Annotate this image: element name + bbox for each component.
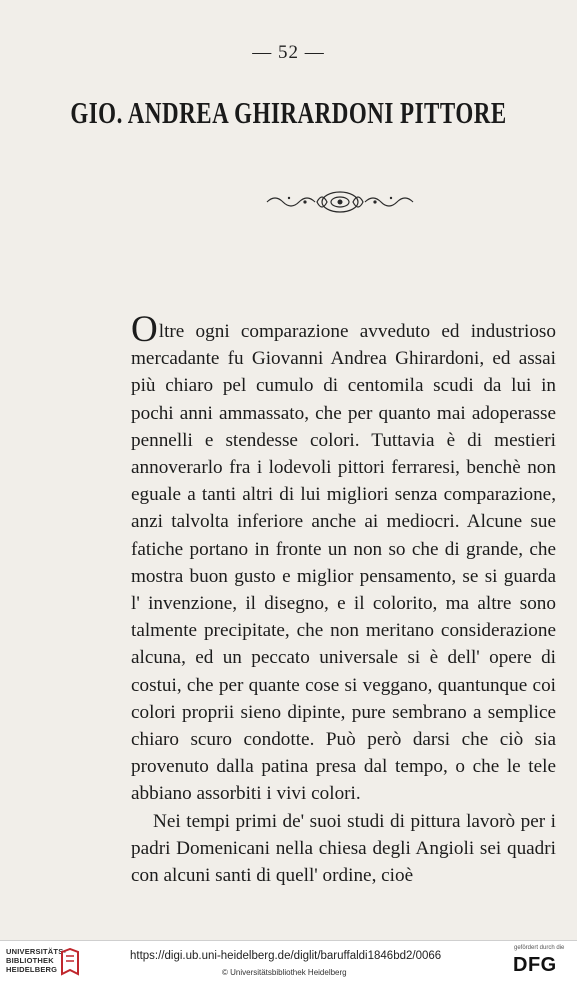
library-name-line-2: BIBLIOTHEK (6, 956, 54, 965)
drop-cap: O (131, 309, 158, 350)
floral-ornament-icon (265, 188, 415, 216)
library-name-line-1: UNIVERSITÄTS- (6, 947, 67, 956)
funded-by-label: gefördert durch die (514, 945, 565, 951)
paragraph-1-text: ltre ogni comparazione avveduto ed industrioso mercadante fu Giovanni Andrea Ghirardoni, ed assai più chiaro pel cumulo di centomila scudi da lui in pochi anni ammassato, che per quanto mai adoperasse pennelli e stendesse colori. Tuttavia è di mestieri annoverarlo fra i lodevoli pittori ferraresi, benchè non eguale a tanti altri di lui migliori senza comparazione, anzi talvolta inferiore anche ai mediocri. Alcune sue fatiche portano in fronte un non so che di grande, che mostra buon gusto e miglior pensamento, se si guarda l' invenzione, il disegno, e il colorito, ma altre sono talmente precipitate, che non meritano considerazione alcuna, ed un peccato universale si è dell' opere di costui, che per quante cose si veggano, quantunque coi colori proprii sieno dipinte, pure sembrano a semplice chiaro scuro condotte. Può però darsi che ciò sia provenuto dalla patina presa dal tempo, o che le tele abbiano assorbiti i vivi colori. (131, 321, 556, 805)
page-number: — 52 — (252, 42, 325, 63)
permalink-url[interactable]: https://digi.ub.uni-heidelberg.de/diglit/baruffaldi1846bd2/0066 (130, 950, 442, 962)
viewer-footer (0, 940, 577, 984)
library-name[interactable] (6, 947, 66, 974)
ub-heidelberg-logo-icon[interactable] (60, 948, 80, 976)
library-name-line-3: HEIDELBERG (6, 965, 58, 974)
paragraph-2: Nei tempi primi de' suoi studi di pittura lavorò per i padri Domenicani nella chiesa degli Angioli sei quadri con alcuni santi di quell' ordine, cioè (131, 810, 556, 887)
paragraph-1 (131, 309, 556, 808)
dfg-logo[interactable]: DFG (513, 954, 557, 976)
copyright-notice: © Universitätsbibliothek Heidelberg (222, 968, 347, 977)
body-text (131, 309, 556, 889)
chapter-title: GIO. ANDREA GHIRARDONI PITTORE (70, 96, 507, 130)
